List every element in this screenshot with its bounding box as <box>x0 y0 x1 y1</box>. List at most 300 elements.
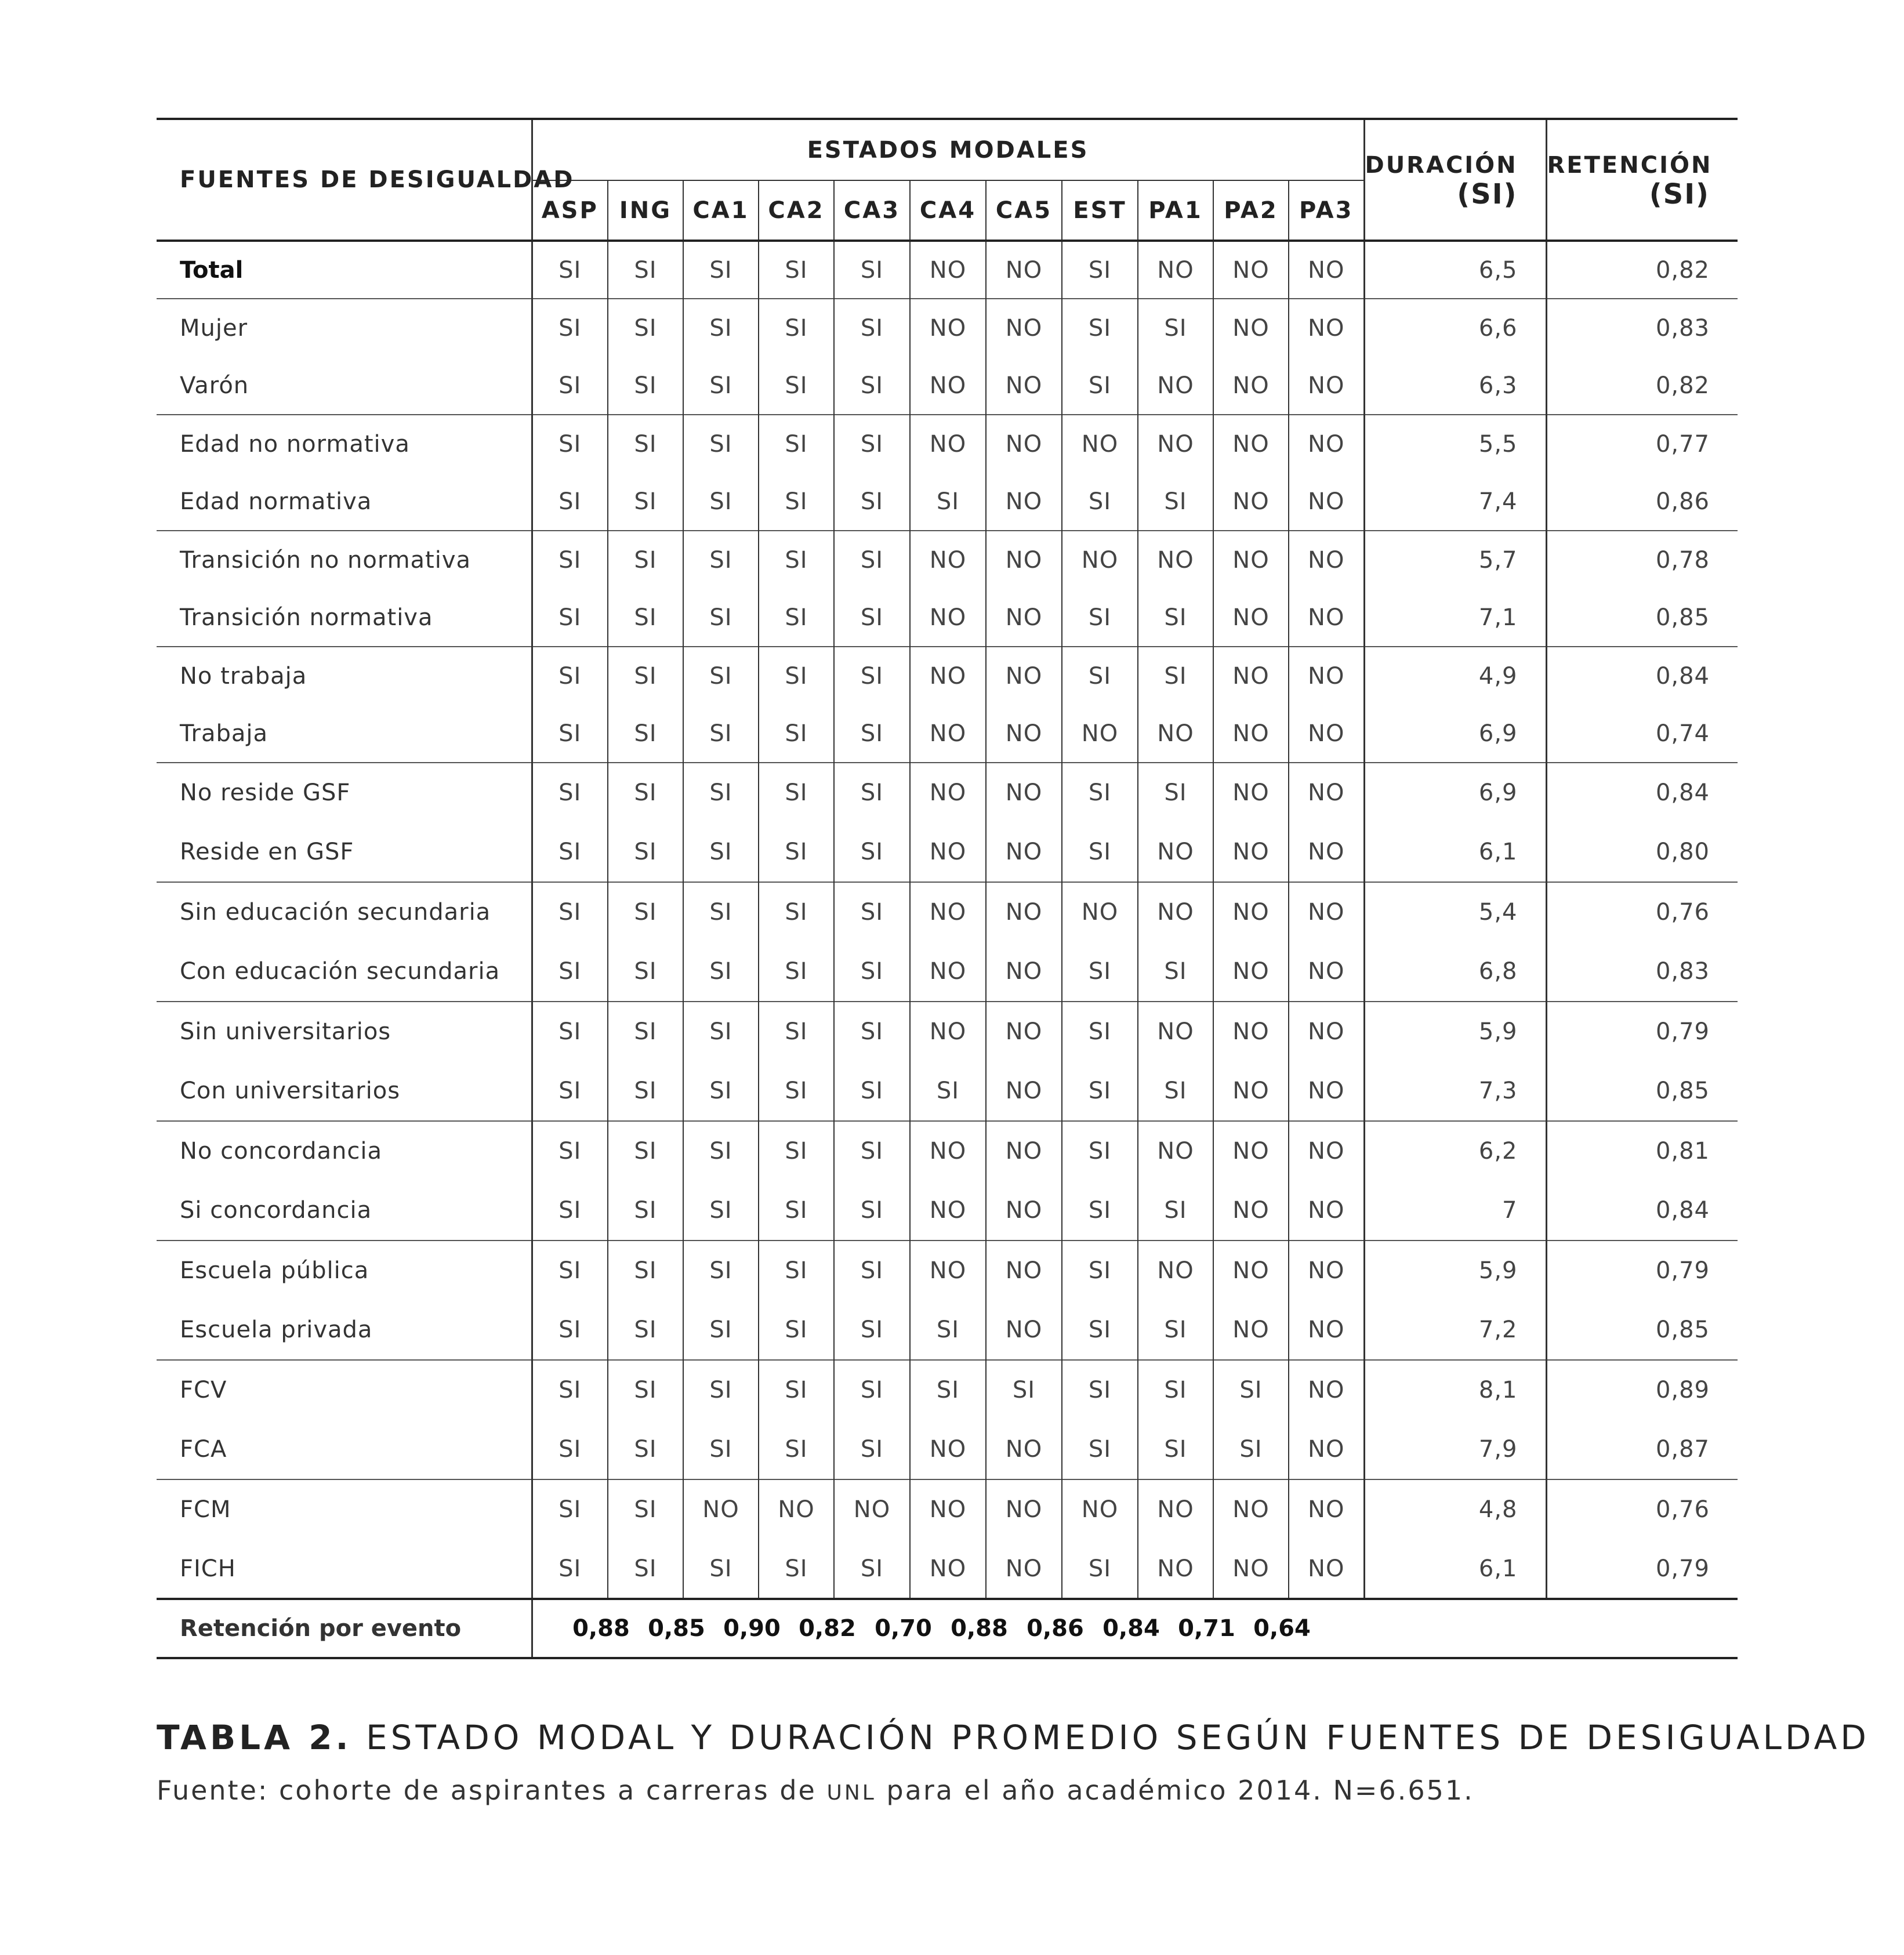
state-cell-ca4: NO <box>910 1002 986 1061</box>
state-cell-pa1: SI <box>1138 299 1213 357</box>
state-cell-ca2: SI <box>759 589 834 647</box>
state-cell-pa3: NO <box>1289 1181 1364 1241</box>
state-cell-ca2: SI <box>759 882 834 942</box>
state-cell-ca1: SI <box>683 1002 759 1061</box>
row-label: Transición normativa <box>157 589 532 647</box>
state-cell-ca3: SI <box>834 1181 910 1241</box>
table-row <box>157 1479 1738 1539</box>
state-cell-ca2: SI <box>759 1300 834 1360</box>
table-row <box>157 1061 1738 1121</box>
retencion-value: 0,78 <box>1546 531 1738 589</box>
state-cell-pa1: SI <box>1138 1420 1213 1479</box>
state-cell-ca1: SI <box>683 1061 759 1121</box>
state-cell-est: NO <box>1062 531 1138 589</box>
state-cell-pa1: NO <box>1138 705 1213 763</box>
state-cell-ca3: SI <box>834 1121 910 1181</box>
state-cell-pa2: NO <box>1213 942 1289 1002</box>
state-cell-ca2: SI <box>759 415 834 473</box>
state-cell-ca4: NO <box>910 415 986 473</box>
state-cell-pa2: NO <box>1213 763 1289 822</box>
retencion-evento-value: 0,71 <box>1178 1615 1235 1642</box>
state-cell-ca5: NO <box>986 357 1062 415</box>
state-cell-pa1: NO <box>1138 1121 1213 1181</box>
state-cell-ing: SI <box>608 473 683 531</box>
retencion-value: 0,81 <box>1546 1121 1738 1181</box>
state-cell-pa3: NO <box>1289 415 1364 473</box>
retencion-value: 0,85 <box>1655 1316 1710 1343</box>
state-cell-ca4: SI <box>910 473 986 531</box>
retencion-evento-value: 0,86 <box>1027 1615 1084 1642</box>
row-label: Escuela privada <box>157 1300 532 1360</box>
state-cell-ca4: NO <box>910 1181 986 1241</box>
state-cell-ca1: SI <box>683 473 759 531</box>
state-cell-asp: SI <box>532 357 608 415</box>
state-cell-ca4: NO <box>910 589 986 647</box>
row-label: Escuela pública <box>157 1241 532 1300</box>
state-cell-ca5: NO <box>986 1420 1062 1479</box>
state-cell-asp: SI <box>532 647 608 705</box>
state-cell-ing: SI <box>608 763 683 822</box>
state-cell-ca4: NO <box>910 705 986 763</box>
state-cell-pa2: NO <box>1213 705 1289 763</box>
state-cell-ca4: NO <box>910 763 986 822</box>
state-cell-asp: SI <box>532 1181 608 1241</box>
state-cell-ca1: SI <box>683 415 759 473</box>
state-cell-pa1: NO <box>1138 415 1213 473</box>
state-cell-ing: SI <box>608 882 683 942</box>
state-cell-ca3: SI <box>834 822 910 882</box>
row-label: No reside GSF <box>157 763 532 822</box>
state-cell-ing: SI <box>608 705 683 763</box>
state-cell-ca1: SI <box>683 299 759 357</box>
state-cell-asp: SI <box>532 1061 608 1121</box>
state-cell-ca2: SI <box>759 1121 834 1181</box>
state-cell-pa1: NO <box>1138 1241 1213 1300</box>
state-cell-est: SI <box>1062 1061 1138 1121</box>
state-cell-pa1: SI <box>1138 1181 1213 1241</box>
state-cell-pa3: NO <box>1289 942 1364 1002</box>
footer-empty-dur <box>1364 1599 1546 1658</box>
state-cell-ca3: SI <box>834 1420 910 1479</box>
row-label: FCM <box>157 1479 532 1539</box>
state-cell-asp: SI <box>532 415 608 473</box>
table-row <box>157 299 1738 357</box>
retencion-value: 0,77 <box>1546 415 1738 473</box>
duracion-value: 5,9 <box>1364 1241 1546 1300</box>
state-cell-pa2: NO <box>1213 822 1289 882</box>
state-cell-est: SI <box>1062 1181 1138 1241</box>
state-cell-ca3: SI <box>834 1241 910 1300</box>
state-cell-ca2: SI <box>759 1061 834 1121</box>
state-cell-ca5: NO <box>986 473 1062 531</box>
state-cell-est: SI <box>1062 1241 1138 1300</box>
state-cell-ing: SI <box>608 1181 683 1241</box>
state-cell-ca4: NO <box>910 299 986 357</box>
state-cell-est: NO <box>1062 882 1138 942</box>
state-cell-asp: SI <box>532 1420 608 1479</box>
state-cell-ing: SI <box>608 241 683 299</box>
retencion-evento-value: 0,84 <box>1102 1615 1160 1642</box>
state-cell-ca4: NO <box>910 942 986 1002</box>
state-cell-ca3: SI <box>834 415 910 473</box>
duracion-value: 7,2 <box>1364 1300 1546 1360</box>
table-row <box>157 647 1738 705</box>
state-cell-asp: SI <box>532 241 608 299</box>
state-cell-pa2: NO <box>1213 531 1289 589</box>
table-row <box>157 241 1738 299</box>
state-cell-ca1: SI <box>683 942 759 1002</box>
state-cell-ca3: SI <box>834 473 910 531</box>
row-label: Varón <box>157 357 532 415</box>
footer-label: Retención por evento <box>157 1599 532 1658</box>
state-cell-asp: SI <box>532 763 608 822</box>
state-cell-ca2: SI <box>759 357 834 415</box>
state-cell-pa3: NO <box>1289 299 1364 357</box>
header-retencion-unit: (SI) <box>1649 178 1710 211</box>
state-cell-pa3: NO <box>1289 1360 1364 1420</box>
state-cell-ca4: NO <box>910 1241 986 1300</box>
state-cell-ing: SI <box>608 1061 683 1121</box>
table-row <box>157 1121 1738 1181</box>
retencion-value: 0,74 <box>1655 720 1710 747</box>
state-cell-ca2: SI <box>759 241 834 299</box>
retencion-value: 0,86 <box>1655 488 1710 515</box>
state-cell-est: SI <box>1062 942 1138 1002</box>
caption-source-after: para el año académico 2014. N=6.651. <box>876 1775 1474 1806</box>
state-cell-ca3: SI <box>834 299 910 357</box>
state-cell-ca5: NO <box>986 1121 1062 1181</box>
retencion-value: 0,83 <box>1546 299 1738 357</box>
table-caption-source <box>157 1775 1474 1806</box>
state-cell-ca2: SI <box>759 1241 834 1300</box>
state-cell-pa1: SI <box>1138 1300 1213 1360</box>
header-state-asp: ASP <box>532 180 608 241</box>
state-cell-asp: SI <box>532 1300 608 1360</box>
state-cell-asp: SI <box>532 1539 608 1599</box>
state-cell-pa2: NO <box>1213 415 1289 473</box>
state-cell-ca5: NO <box>986 705 1062 763</box>
retencion-value: 0,85 <box>1655 1078 1710 1104</box>
duracion-value: 6,5 <box>1364 241 1546 299</box>
state-cell-ing: SI <box>608 1121 683 1181</box>
state-cell-est: SI <box>1062 1360 1138 1420</box>
state-cell-ca3: SI <box>834 531 910 589</box>
state-cell-ca5: SI <box>986 1360 1062 1420</box>
header-state-ca1: CA1 <box>683 180 759 241</box>
state-cell-pa2: NO <box>1213 647 1289 705</box>
row-label: No concordancia <box>157 1121 532 1181</box>
duracion-value: 6,6 <box>1364 299 1546 357</box>
retencion-evento-value: 0,85 <box>648 1615 705 1642</box>
state-cell-ca3: SI <box>834 647 910 705</box>
state-cell-ing: SI <box>608 357 683 415</box>
state-cell-pa3: NO <box>1289 1539 1364 1599</box>
row-label: FCV <box>157 1360 532 1420</box>
table-header <box>157 119 1738 241</box>
state-cell-est: SI <box>1062 241 1138 299</box>
retencion-evento-value: 0,88 <box>951 1615 1008 1642</box>
state-cell-ca2: SI <box>759 942 834 1002</box>
row-label: Trabaja <box>157 705 532 763</box>
state-cell-pa1: NO <box>1138 357 1213 415</box>
state-cell-pa3: NO <box>1289 1121 1364 1181</box>
state-cell-pa3: NO <box>1289 1420 1364 1479</box>
state-cell-ca1: SI <box>683 882 759 942</box>
state-cell-ca1: SI <box>683 1300 759 1360</box>
state-cell-asp: SI <box>532 1241 608 1300</box>
state-cell-ca2: SI <box>759 705 834 763</box>
duracion-value: 7,9 <box>1364 1420 1546 1479</box>
retencion-value: 0,79 <box>1655 1555 1710 1582</box>
state-cell-pa1: NO <box>1138 1479 1213 1539</box>
table-row <box>157 357 1738 415</box>
state-cell-pa1: SI <box>1138 942 1213 1002</box>
state-cell-pa2: NO <box>1213 1002 1289 1061</box>
state-cell-ca5: NO <box>986 1002 1062 1061</box>
state-cell-ca5: NO <box>986 299 1062 357</box>
table-row <box>157 1420 1738 1479</box>
state-cell-pa1: NO <box>1138 1002 1213 1061</box>
state-cell-pa3: NO <box>1289 882 1364 942</box>
state-cell-pa3: NO <box>1289 647 1364 705</box>
row-label: Si concordancia <box>157 1181 532 1241</box>
state-cell-pa1: SI <box>1138 647 1213 705</box>
state-cell-ca3: SI <box>834 589 910 647</box>
duracion-value: 5,5 <box>1364 415 1546 473</box>
state-cell-ing: SI <box>608 1002 683 1061</box>
state-cell-est: SI <box>1062 647 1138 705</box>
table-caption-title <box>157 1718 1870 1757</box>
state-cell-asp: SI <box>532 942 608 1002</box>
state-cell-asp: SI <box>532 882 608 942</box>
state-cell-pa2: NO <box>1213 1121 1289 1181</box>
state-cell-ca1: SI <box>683 589 759 647</box>
state-cell-asp: SI <box>532 473 608 531</box>
caption-number: TABLA 2. <box>157 1718 352 1757</box>
state-cell-ing: SI <box>608 1539 683 1599</box>
header-state-pa3: PA3 <box>1289 180 1364 241</box>
state-cell-ca4: NO <box>910 647 986 705</box>
state-cell-ing: SI <box>608 942 683 1002</box>
state-cell-pa2: NO <box>1213 241 1289 299</box>
row-label: Reside en GSF <box>157 822 532 882</box>
state-cell-ca5: NO <box>986 1061 1062 1121</box>
table-row <box>157 415 1738 473</box>
table-row <box>157 942 1738 1002</box>
state-cell-ca3: SI <box>834 882 910 942</box>
header-state-pa1: PA1 <box>1138 180 1213 241</box>
state-cell-asp: SI <box>532 531 608 589</box>
state-cell-est: NO <box>1062 415 1138 473</box>
state-cell-pa1: NO <box>1138 822 1213 882</box>
duracion-value: 7,4 <box>1364 473 1546 531</box>
state-cell-est: SI <box>1062 763 1138 822</box>
state-cell-pa2: NO <box>1213 1539 1289 1599</box>
state-cell-ca5: NO <box>986 1300 1062 1360</box>
duracion-value: 6,3 <box>1364 357 1546 415</box>
retencion-value: 0,84 <box>1546 763 1738 822</box>
retencion-value: 0,83 <box>1655 958 1710 985</box>
state-cell-pa3: NO <box>1289 531 1364 589</box>
state-cell-ing: SI <box>608 415 683 473</box>
state-cell-pa1: NO <box>1138 241 1213 299</box>
state-cell-ca3: SI <box>834 1002 910 1061</box>
duracion-value: 8,1 <box>1364 1360 1546 1420</box>
duracion-value: 6,2 <box>1364 1121 1546 1181</box>
state-cell-pa3: NO <box>1289 241 1364 299</box>
retencion-value: 0,79 <box>1546 1241 1738 1300</box>
state-cell-ca1: SI <box>683 1360 759 1420</box>
state-cell-ca4: NO <box>910 357 986 415</box>
table-footer <box>157 1599 1738 1658</box>
state-cell-ca3: SI <box>834 1061 910 1121</box>
state-cell-ing: SI <box>608 647 683 705</box>
state-cell-ca1: SI <box>683 1420 759 1479</box>
state-cell-ca1: SI <box>683 241 759 299</box>
retencion-evento-value: 0,82 <box>799 1615 856 1642</box>
state-cell-ca4: SI <box>910 1300 986 1360</box>
state-cell-ca1: SI <box>683 1241 759 1300</box>
state-cell-ing: SI <box>608 299 683 357</box>
state-cell-pa2: NO <box>1213 589 1289 647</box>
state-cell-est: NO <box>1062 705 1138 763</box>
state-cell-pa2: NO <box>1213 882 1289 942</box>
state-cell-pa3: NO <box>1289 822 1364 882</box>
duracion-value: 6,9 <box>1364 763 1546 822</box>
table-row <box>157 1300 1738 1360</box>
state-cell-ca2: SI <box>759 531 834 589</box>
state-cell-ca3: SI <box>834 241 910 299</box>
retencion-value: 0,82 <box>1655 256 1710 284</box>
table-row <box>157 1002 1738 1061</box>
duracion-value: 7 <box>1364 1181 1546 1241</box>
header-retencion <box>1546 119 1738 241</box>
state-cell-ca4: NO <box>910 1121 986 1181</box>
table-row <box>157 882 1738 942</box>
state-cell-ing: SI <box>608 531 683 589</box>
row-label: Sin educación secundaria <box>157 882 532 942</box>
state-cell-pa1: NO <box>1138 531 1213 589</box>
header-duracion <box>1364 119 1546 241</box>
state-cell-ca5: NO <box>986 415 1062 473</box>
state-cell-pa2: NO <box>1213 1181 1289 1241</box>
state-cell-ca5: NO <box>986 822 1062 882</box>
state-cell-ca3: SI <box>834 1300 910 1360</box>
retencion-value: 0,76 <box>1546 1479 1738 1539</box>
state-cell-pa3: NO <box>1289 1479 1364 1539</box>
header-state-ca2: CA2 <box>759 180 834 241</box>
state-cell-ca5: NO <box>986 1181 1062 1241</box>
state-cell-ca5: NO <box>986 942 1062 1002</box>
state-cell-ca5: NO <box>986 882 1062 942</box>
header-estados-modales: ESTADOS MODALES <box>532 119 1364 180</box>
state-cell-ca2: SI <box>759 1360 834 1420</box>
state-cell-pa3: NO <box>1289 763 1364 822</box>
duracion-value: 7,3 <box>1364 1061 1546 1121</box>
state-cell-ca5: NO <box>986 1479 1062 1539</box>
table-row <box>157 1539 1738 1599</box>
state-cell-pa2: NO <box>1213 1300 1289 1360</box>
state-cell-pa3: NO <box>1289 705 1364 763</box>
state-cell-ca2: SI <box>759 1539 834 1599</box>
retencion-evento-value: 0,70 <box>875 1615 932 1642</box>
row-label: No trabaja <box>157 647 532 705</box>
state-cell-ca3: SI <box>834 705 910 763</box>
state-cell-pa2: NO <box>1213 1061 1289 1121</box>
header-fuentes: FUENTES DE DESIGUALDAD <box>157 119 532 241</box>
retencion-value: 0,80 <box>1655 839 1710 865</box>
state-cell-ca1: SI <box>683 1181 759 1241</box>
table-row <box>157 531 1738 589</box>
retencion-value: 0,85 <box>1655 604 1710 631</box>
caption-source-unl: UNL <box>826 1781 876 1805</box>
state-cell-ca2: SI <box>759 473 834 531</box>
state-cell-ca3: SI <box>834 357 910 415</box>
state-cell-ca5: NO <box>986 589 1062 647</box>
retencion-value: 0,87 <box>1655 1436 1710 1463</box>
state-cell-pa1: SI <box>1138 589 1213 647</box>
row-label: Edad normativa <box>157 473 532 531</box>
header-state-ca3: CA3 <box>834 180 910 241</box>
state-cell-ca2: SI <box>759 647 834 705</box>
table-row <box>157 822 1738 882</box>
state-cell-pa1: SI <box>1138 1360 1213 1420</box>
row-label: Mujer <box>157 299 532 357</box>
state-cell-ca2: NO <box>759 1479 834 1539</box>
state-cell-est: SI <box>1062 1420 1138 1479</box>
state-cell-asp: SI <box>532 1479 608 1539</box>
state-cell-ca3: SI <box>834 1539 910 1599</box>
state-cell-pa1: SI <box>1138 763 1213 822</box>
row-label: FICH <box>157 1539 532 1599</box>
duracion-value: 4,9 <box>1364 647 1546 705</box>
duracion-value: 6,9 <box>1364 705 1546 763</box>
state-cell-asp: SI <box>532 1360 608 1420</box>
retencion-evento-value: 0,90 <box>723 1615 781 1642</box>
state-cell-ca3: SI <box>834 763 910 822</box>
state-cell-est: SI <box>1062 357 1138 415</box>
retencion-value: 0,89 <box>1546 1360 1738 1420</box>
retencion-value: 0,79 <box>1546 1002 1738 1061</box>
state-cell-asp: SI <box>532 589 608 647</box>
state-cell-est: NO <box>1062 1479 1138 1539</box>
state-cell-pa2: NO <box>1213 357 1289 415</box>
state-cell-ca1: SI <box>683 705 759 763</box>
state-cell-ca4: SI <box>910 1360 986 1420</box>
state-cell-pa3: NO <box>1289 589 1364 647</box>
state-cell-ing: SI <box>608 1420 683 1479</box>
state-cell-ing: SI <box>608 1360 683 1420</box>
state-cell-pa2: NO <box>1213 1479 1289 1539</box>
state-cell-ca4: NO <box>910 1420 986 1479</box>
state-cell-pa2: SI <box>1213 1360 1289 1420</box>
state-cell-asp: SI <box>532 299 608 357</box>
retencion-evento-value: 0,64 <box>1253 1615 1311 1642</box>
row-label: Total <box>157 241 532 299</box>
state-cell-ca3: NO <box>834 1479 910 1539</box>
header-state-pa2: PA2 <box>1213 180 1289 241</box>
state-cell-ca5: NO <box>986 1539 1062 1599</box>
state-cell-ca3: SI <box>834 942 910 1002</box>
state-cell-est: SI <box>1062 589 1138 647</box>
header-state-ca4: CA4 <box>910 180 986 241</box>
state-cell-asp: SI <box>532 705 608 763</box>
table-row <box>157 763 1738 822</box>
state-cell-ca2: SI <box>759 299 834 357</box>
duracion-value: 6,1 <box>1364 822 1546 882</box>
state-cell-pa3: NO <box>1289 357 1364 415</box>
retencion-value: 0,82 <box>1655 372 1710 399</box>
